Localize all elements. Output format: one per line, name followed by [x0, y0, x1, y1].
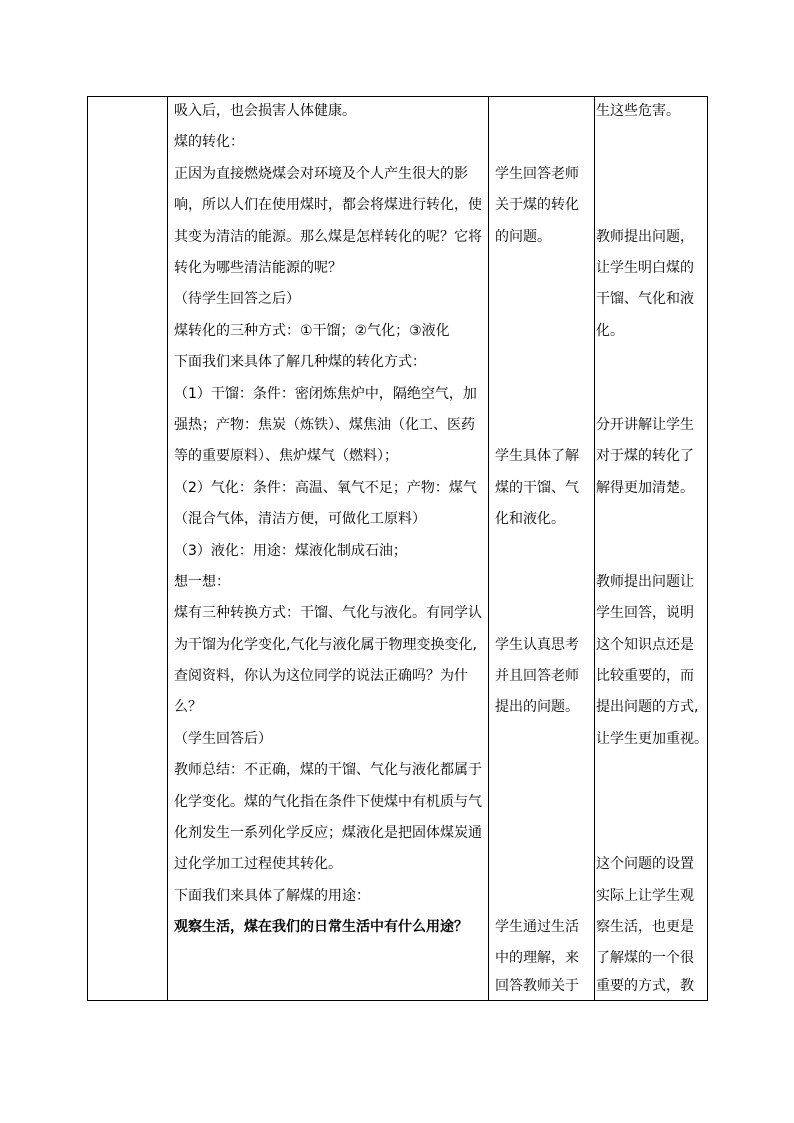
intent-line: 学生回答，说明 [596, 605, 694, 621]
content-line: （2）气化：条件：高温、氧气不足；产物：煤气 [174, 480, 477, 496]
content-line: 煤转化的三种方式：①干馏；②气化；③液化 [174, 323, 450, 339]
student-line: 学生回答老师 [495, 166, 579, 182]
content-line: 想一想： [174, 574, 230, 590]
intent-line: 对于煤的转化了 [596, 448, 694, 464]
content-line: 等的重要原料）、焦炉煤气（燃料）； [174, 448, 398, 464]
content-line: 查阅资料，你认为这位同学的说法正确吗？为什 [174, 668, 468, 684]
content-line: （1）干馏：条件：密闭炼焦炉中，隔绝空气，加 [174, 386, 477, 402]
intent-line: 这个问题的设置 [596, 856, 694, 872]
content-line: 化剂发生一系列化学反应；煤液化是把固体煤炭通 [174, 825, 482, 841]
content-line: 下面我们来具体了解几种煤的转化方式： [174, 354, 426, 370]
content-line: 为干馏为化学变化,气化与液化属于物理变换变化, [174, 637, 477, 653]
content-line: 转化为哪些清洁能源的呢？ [174, 260, 342, 276]
content-line: 煤有三种转换方式：干馏、气化与液化。有同学认 [174, 605, 482, 621]
intent-line: 重要的方式，教 [596, 978, 694, 994]
content-line: 响，所以人们在使用煤时，都会将煤进行转化，使 [174, 197, 482, 213]
student-line: 学生具体了解 [495, 448, 579, 464]
intent-line: 察生活，也更是 [596, 919, 694, 935]
intent-line: 这个知识点还是 [596, 637, 694, 653]
student-line: 并且回答老师 [495, 668, 579, 684]
content-line: 吸入后，也会损害人体健康。 [174, 103, 356, 119]
content-line: 下面我们来具体了解煤的用途： [174, 888, 370, 904]
content-line: 么？ [174, 699, 202, 715]
student-line: 的问题。 [495, 229, 551, 245]
intent-line: 提出问题的方式, [596, 699, 699, 715]
intent-line: 让学生更加重视。 [596, 731, 708, 747]
intent-line: 生这些危害。 [596, 103, 680, 119]
student-line: 学生通过生活 [495, 919, 579, 935]
content-line: （3）液化：用途：煤液化制成石油； [174, 543, 407, 559]
intent-line: 解得更加清楚。 [596, 480, 694, 496]
content-line: 其变为清洁的能源。那么煤是怎样转化的呢？它将 [174, 229, 482, 245]
content-line: 过化学加工过程使其转化。 [174, 856, 342, 872]
student-line: 回答教师关于 [495, 978, 579, 994]
content-line: 强热；产物：焦炭（炼铁）、煤焦油（化工、医药 [174, 417, 475, 433]
content-line: （混合气体，清洁方便，可做化工原料） [174, 511, 426, 527]
student-line: 中的理解，来 [495, 950, 579, 966]
stage-cell [88, 97, 168, 1001]
intent-line: 教师提出问题让 [596, 574, 694, 590]
intent-line: 教师提出问题， [596, 229, 694, 245]
student-line: 煤的干馏、气 [495, 480, 579, 496]
content-line-question: 观察生活，煤在我们的日常生活中有什么用途？ [174, 919, 468, 935]
intent-line: 化。 [596, 323, 624, 339]
student-line: 化和液化。 [495, 511, 565, 527]
student-line: 关于煤的转化 [495, 197, 579, 213]
content-line: 正因为直接燃烧煤会对环境及个人产生很大的影 [174, 166, 468, 182]
content-line: 教师总结：不正确，煤的干馏、气化与液化都属于 [174, 762, 482, 778]
intent-line: 实际上让学生观 [596, 888, 694, 904]
student-line: 学生认真思考 [495, 637, 579, 653]
intent-line: 了解煤的一个很 [596, 950, 694, 966]
student-line: 提出的问题。 [495, 699, 579, 715]
intent-line: 比较重要的，而 [596, 668, 694, 684]
content-line: （待学生回答之后） [174, 291, 300, 307]
content-line: （学生回答后） [174, 731, 272, 747]
intent-line: 干馏、气化和液 [596, 291, 694, 307]
content-line: 化学变化。煤的气化指在条件下使煤中有机质与气 [174, 794, 482, 810]
content-line: 煤的转化： [174, 134, 244, 150]
intent-line: 分开讲解让学生 [596, 417, 694, 433]
intent-line: 让学生明白煤的 [596, 260, 694, 276]
